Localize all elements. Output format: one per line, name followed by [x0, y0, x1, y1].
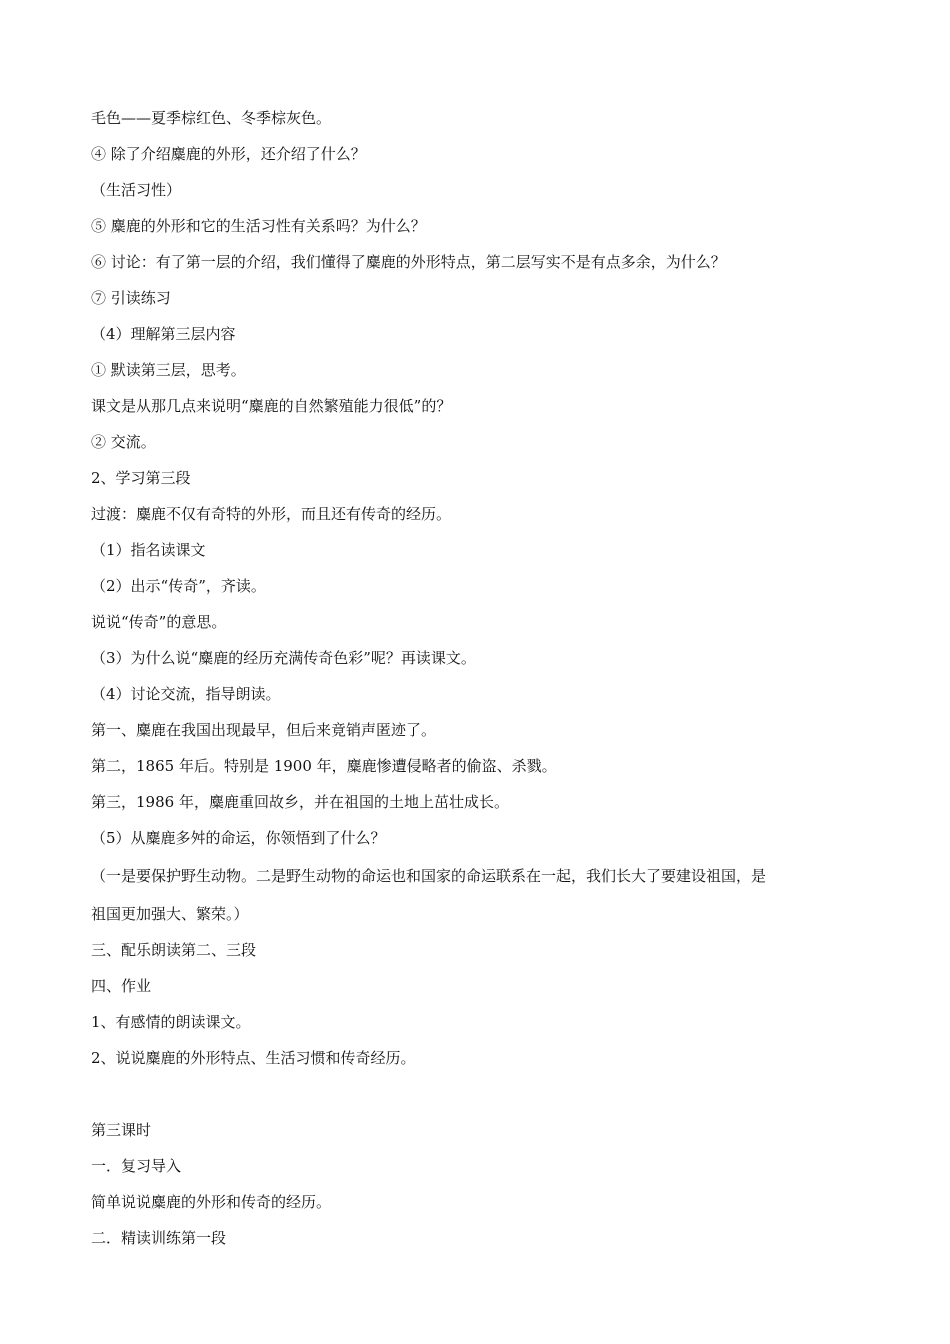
text-line: （4）讨论交流，指导朗读。: [91, 685, 281, 703]
text-line: ② 交流。: [91, 433, 156, 451]
section-heading: 四、作业: [91, 977, 152, 995]
text-line: 2、说说麋鹿的外形特点、生活习惯和传奇经历。: [91, 1049, 416, 1067]
text-line: 毛色——夏季棕红色、冬季棕灰色。: [91, 109, 332, 127]
document-body: [91, 100, 871, 1256]
text-line: ① 默读第三层，思考。: [91, 361, 246, 379]
text-line: 1、有感情的朗读课文。: [91, 1013, 251, 1031]
text-line: 过渡：麋鹿不仅有奇特的外形，而且还有传奇的经历。: [91, 505, 452, 523]
text-line: （3）为什么说“麋鹿的经历充满传奇色彩”呢？再读课文。: [91, 649, 476, 667]
text-line: 第二，1865 年后。特别是 1900 年，麋鹿惨遭侵略者的偷盗、杀戮。: [91, 757, 557, 775]
text-line: （4）理解第三层内容: [91, 325, 236, 343]
text-line: ⑥ 讨论：有了第一层的介绍，我们懂得了麋鹿的外形特点，第二层写实不是有点多余，为什么？: [91, 253, 726, 271]
lesson-heading: 第三课时: [91, 1121, 152, 1139]
blank-line: [91, 1076, 871, 1112]
section-heading: 一．复习导入: [91, 1157, 182, 1175]
section-heading: 三、配乐朗读第二、三段: [91, 941, 257, 959]
text-line: （1）指名读课文: [91, 541, 206, 559]
text-line: ⑤ 麋鹿的外形和它的生活习性有关系吗？为什么？: [91, 217, 426, 235]
text-line: 第一、麋鹿在我国出现最早，但后来竟销声匿迹了。: [91, 721, 437, 739]
section-heading: 二．精读训练第一段: [91, 1229, 227, 1247]
section-heading: 2、学习第三段: [91, 469, 191, 487]
text-line: （2）出示“传奇”，齐读。: [91, 577, 266, 595]
text-line: ⑦ 引读练习: [91, 289, 171, 307]
text-line: 课文是从那几点来说明“麋鹿的自然繁殖能力很低”的？: [91, 397, 452, 415]
text-line: （一是要保护野生动物。二是野生动物的命运也和国家的命运联系在一起，我们长大了要建设祖国，是: [91, 867, 767, 885]
text-line: （生活习性）: [91, 181, 182, 199]
text-line: ④ 除了介绍麋鹿的外形，还介绍了什么？: [91, 145, 366, 163]
text-line: 简单说说麋鹿的外形和传奇的经历。: [91, 1193, 332, 1211]
text-line: 第三，1986 年，麋鹿重回故乡，并在祖国的土地上茁壮成长。: [91, 793, 509, 811]
text-line: （5）从麋鹿多舛的命运，你领悟到了什么？: [91, 829, 386, 847]
text-line: 说说“传奇”的意思。: [91, 613, 227, 631]
text-line: 祖国更加强大、繁荣。）: [91, 905, 249, 923]
